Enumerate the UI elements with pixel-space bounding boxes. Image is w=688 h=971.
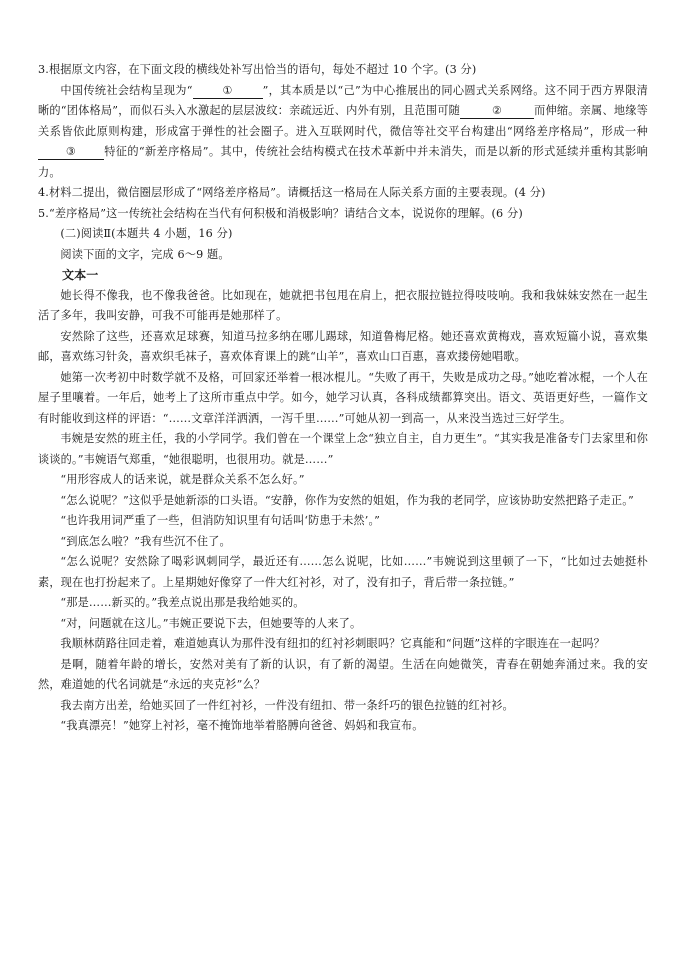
story-paragraph: “到底怎么啦？”我有些沉不住了。 bbox=[60, 534, 231, 548]
story-paragraph: “也许我用词严重了一些，但消防知识里有句话叫‘防患于未然’。” bbox=[60, 514, 381, 527]
text-title: 文本一 bbox=[62, 268, 99, 282]
section-instruction: 阅读下面的文字，完成 6～9 题。 bbox=[60, 247, 230, 261]
blank-1: ① bbox=[193, 84, 263, 99]
story-paragraph: 是啊，随着年龄的增长，安然对美有了新的认识，有了新的渴望。生活在向她微笑，青春在朝她奔涌过来。我的安然，难道她的代名词就是“永远的夹克衫”么？ bbox=[38, 657, 648, 691]
story-paragraph: 我顺林荫路往回走着，难道她真认为那件没有纽扣的红衬衫刺眼吗？它真能和“问题”这样的字眼连在一起吗？ bbox=[60, 637, 605, 650]
story-paragraph: 安然除了这些，还喜欢足球赛，知道马拉多纳在哪儿踢球，知道鲁梅尼格。她还喜欢黄梅戏，喜欢短篇小说，喜欢集邮，喜欢练习针灸，喜欢织毛袜子，喜欢体育课上的跳“山羊”，喜欢山口百惠，喜欢搂傍她唱歌。 bbox=[38, 329, 648, 363]
question-3-stem: 3.根据原文内容，在下面文段的横线处补写出恰当的语句，每处不超过 10 个字。(3 分) bbox=[38, 63, 477, 76]
story-paragraph: 她第一次考初中时数学就不及格，可回家还举着一根冰棍儿。“失败了再干，失败是成功之母。”她吃着冰棍，一个人在屋子里嚷着。一年后，她考上了这所市重点中学。如今，她学习认真，各科成绩都算突出。语文、英语更好些，一篇作文有时能收到这样的评语：“……文章洋洋洒洒，一泻千里……”可她从初一到高一，从来没当选过三好学生。 bbox=[38, 370, 648, 425]
story-paragraph: 她长得不像我，也不像我爸爸。比如现在，她就把书包甩在肩上，把衣服拉链拉得吱吱响。我和我妹妹安然在一起生活了多年，我叫安静，可我不可能再是她那样了。 bbox=[38, 288, 648, 322]
story-paragraph: “那是……新买的。”我差点说出那是我给她买的。 bbox=[60, 596, 305, 609]
story-paragraph: “对，问题就在这儿。”韦婉正要说下去，但她要等的人来了。 bbox=[60, 616, 362, 630]
story-paragraph: “怎么说呢？安然除了喝彩讽刺同学，最近还有……怎么说呢，比如……”韦婉说到这里顿了一下，“比如过去她挺朴素，现在也打扮起来了。上星期她好像穿了一件大红衬衫，对了，没有扣子，背后带一条拉链。” bbox=[38, 555, 648, 589]
story-paragraph: 韦婉是安然的班主任，我的小学同学。我们曾在一个课堂上念“独立自主，自力更生”。“其实我是准备专门去家里和你谈谈的。”韦婉语气郑重，“她很聪明，也很用功。就是……” bbox=[38, 432, 648, 466]
question-5: 5.“差序格局”这一传统社会结构在当代有何积极和消极影响？请结合文本，说说你的理解。(6 分) bbox=[38, 206, 523, 220]
story-paragraph: “怎么说呢？”这似乎是她新添的口头语。“安静，你作为安然的姐姐，作为我的老同学，应该协助安然把路子走正。” bbox=[60, 493, 634, 507]
blank-2: ② bbox=[460, 104, 534, 119]
story-paragraph: 我去南方出差，给她买回了一件红衬衫，一件没有纽扣、带一条纤巧的银色拉链的红衬衫。 bbox=[60, 698, 514, 712]
story-paragraph: “我真漂亮！”她穿上衬衫，毫不掩饰地举着胳膊向爸爸、妈妈和我宣布。 bbox=[60, 719, 424, 732]
question-3-passage: 中国传统社会结构呈现为“ ① ”，其本质是以“己”为中心推展出的同心圆式关系网络。这不同于西方界限清晰的“团体格局”，而似石头入水激起的层层波纹：亲疏远近、内外有别，且范围可随 ② 而伸缩。亲属、地缘等关系皆依此原则构建，形成富于弹性的社会圈子。进入互联网时代，微信等社交平台构建出“网络差序格局”，形成一种③ 特征的“新差序格局”。其中，传统社会结构模式在技术革新中并未消失，而是以新的形式延续并重构其影响力。 bbox=[38, 83, 648, 179]
blank-3: ③ bbox=[38, 145, 104, 160]
question-4: 4.材料二提出，微信圈层形成了“网络差序格局”。请概括这一格局在人际关系方面的主要表现。(4 分) bbox=[38, 186, 546, 199]
section-heading: (二)阅读Ⅱ(本题共 4 小题，16 分) bbox=[60, 227, 233, 240]
story-paragraph: “用形容成人的话来说，就是群众关系不怎么好。” bbox=[60, 473, 305, 486]
